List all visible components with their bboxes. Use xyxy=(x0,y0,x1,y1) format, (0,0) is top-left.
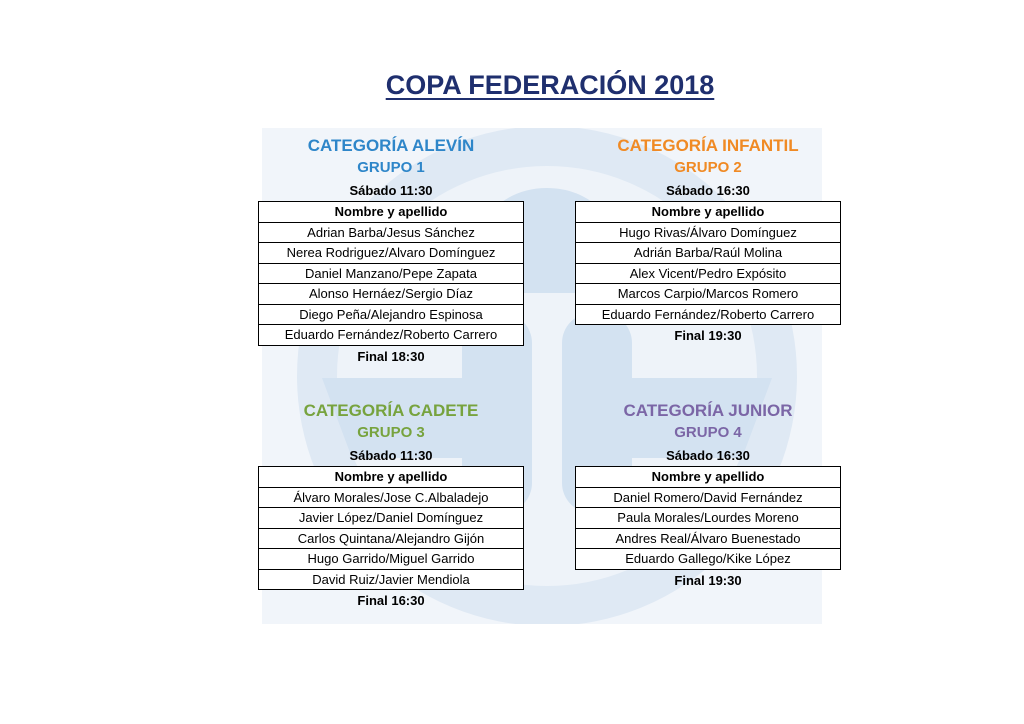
table-row xyxy=(259,549,524,570)
category-title: CATEGORÍA CADETE xyxy=(303,401,479,420)
table-header: Nombre y apellido xyxy=(576,467,841,488)
final-time: Final 19:30 xyxy=(674,328,742,343)
table-row xyxy=(259,243,524,264)
group-title: GRUPO 4 xyxy=(674,424,742,441)
table-row xyxy=(576,528,841,549)
player-pair: Nerea Rodriguez/Alvaro Domínguez xyxy=(259,243,524,264)
category-block-infantil xyxy=(575,135,841,347)
table-row xyxy=(576,304,841,325)
category-block-alevin xyxy=(258,135,524,368)
player-pair: Eduardo Fernández/Roberto Carrero xyxy=(259,325,524,346)
table-row xyxy=(576,243,841,264)
player-pair: Daniel Romero/David Fernández xyxy=(576,487,841,508)
table-row xyxy=(576,284,841,305)
player-pair: Diego Peña/Alejandro Espinosa xyxy=(259,304,524,325)
player-pair: Javier López/Daniel Domínguez xyxy=(259,508,524,529)
player-pair: Hugo Garrido/Miguel Garrido xyxy=(259,549,524,570)
player-pair: Eduardo Gallego/Kike López xyxy=(576,549,841,570)
table-row xyxy=(576,222,841,243)
table-header: Nombre y apellido xyxy=(259,202,524,223)
table-row xyxy=(576,263,841,284)
player-pair: Alex Vicent/Pedro Expósito xyxy=(576,263,841,284)
table-row xyxy=(259,487,524,508)
player-pair: Andres Real/Álvaro Buenestado xyxy=(576,528,841,549)
players-table xyxy=(575,466,841,570)
category-block-cadete xyxy=(258,400,524,612)
players-table xyxy=(258,466,524,590)
table-row xyxy=(259,528,524,549)
table-header: Nombre y apellido xyxy=(576,202,841,223)
player-pair: Eduardo Fernández/Roberto Carrero xyxy=(576,304,841,325)
category-title: CATEGORÍA ALEVÍN xyxy=(307,136,475,155)
final-time: Final 19:30 xyxy=(674,572,742,588)
player-pair: Adrián Barba/Raúl Molina xyxy=(576,243,841,264)
player-pair: Marcos Carpio/Marcos Romero xyxy=(576,284,841,305)
table-row xyxy=(259,325,524,346)
player-pair: Alonso Hernáez/Sergio Díaz xyxy=(259,284,524,305)
table-row xyxy=(576,487,841,508)
category-title: CATEGORÍA JUNIOR xyxy=(623,401,793,420)
players-table xyxy=(575,201,841,325)
table-row xyxy=(259,569,524,590)
table-header-row xyxy=(576,467,841,488)
category-title: CATEGORÍA INFANTIL xyxy=(617,136,799,155)
player-pair: Paula Morales/Lourdes Moreno xyxy=(576,508,841,529)
final-time: Final 18:30 xyxy=(357,348,425,364)
group-title: GRUPO 2 xyxy=(674,159,742,176)
player-pair: Álvaro Morales/Jose C.Albaladejo xyxy=(259,487,524,508)
table-header-row xyxy=(576,202,841,223)
table-row xyxy=(259,508,524,529)
table-row xyxy=(259,263,524,284)
table-header: Nombre y apellido xyxy=(259,467,524,488)
table-row xyxy=(259,284,524,305)
group-title: GRUPO 1 xyxy=(357,159,425,176)
player-pair: Daniel Manzano/Pepe Zapata xyxy=(259,263,524,284)
group-title: GRUPO 3 xyxy=(357,424,425,441)
category-block-junior xyxy=(575,400,841,592)
table-row xyxy=(259,222,524,243)
player-pair: Hugo Rivas/Álvaro Domínguez xyxy=(576,222,841,243)
player-pair: Adrian Barba/Jesus Sánchez xyxy=(259,222,524,243)
table-row xyxy=(576,549,841,570)
schedule-time: Sábado 11:30 xyxy=(349,448,433,463)
table-header-row xyxy=(259,467,524,488)
final-time: Final 16:30 xyxy=(357,593,425,608)
schedule-time: Sábado 11:30 xyxy=(349,183,433,198)
table-row xyxy=(576,508,841,529)
page-title xyxy=(0,70,1024,101)
page-title-text: COPA FEDERACIÓN 2018 xyxy=(385,70,715,100)
table-row xyxy=(259,304,524,325)
player-pair: Carlos Quintana/Alejandro Gijón xyxy=(259,528,524,549)
players-table xyxy=(258,201,524,346)
player-pair: David Ruiz/Javier Mendiola xyxy=(259,569,524,590)
schedule-time: Sábado 16:30 xyxy=(666,448,750,463)
schedule-time: Sábado 16:30 xyxy=(666,183,750,198)
table-header-row xyxy=(259,202,524,223)
